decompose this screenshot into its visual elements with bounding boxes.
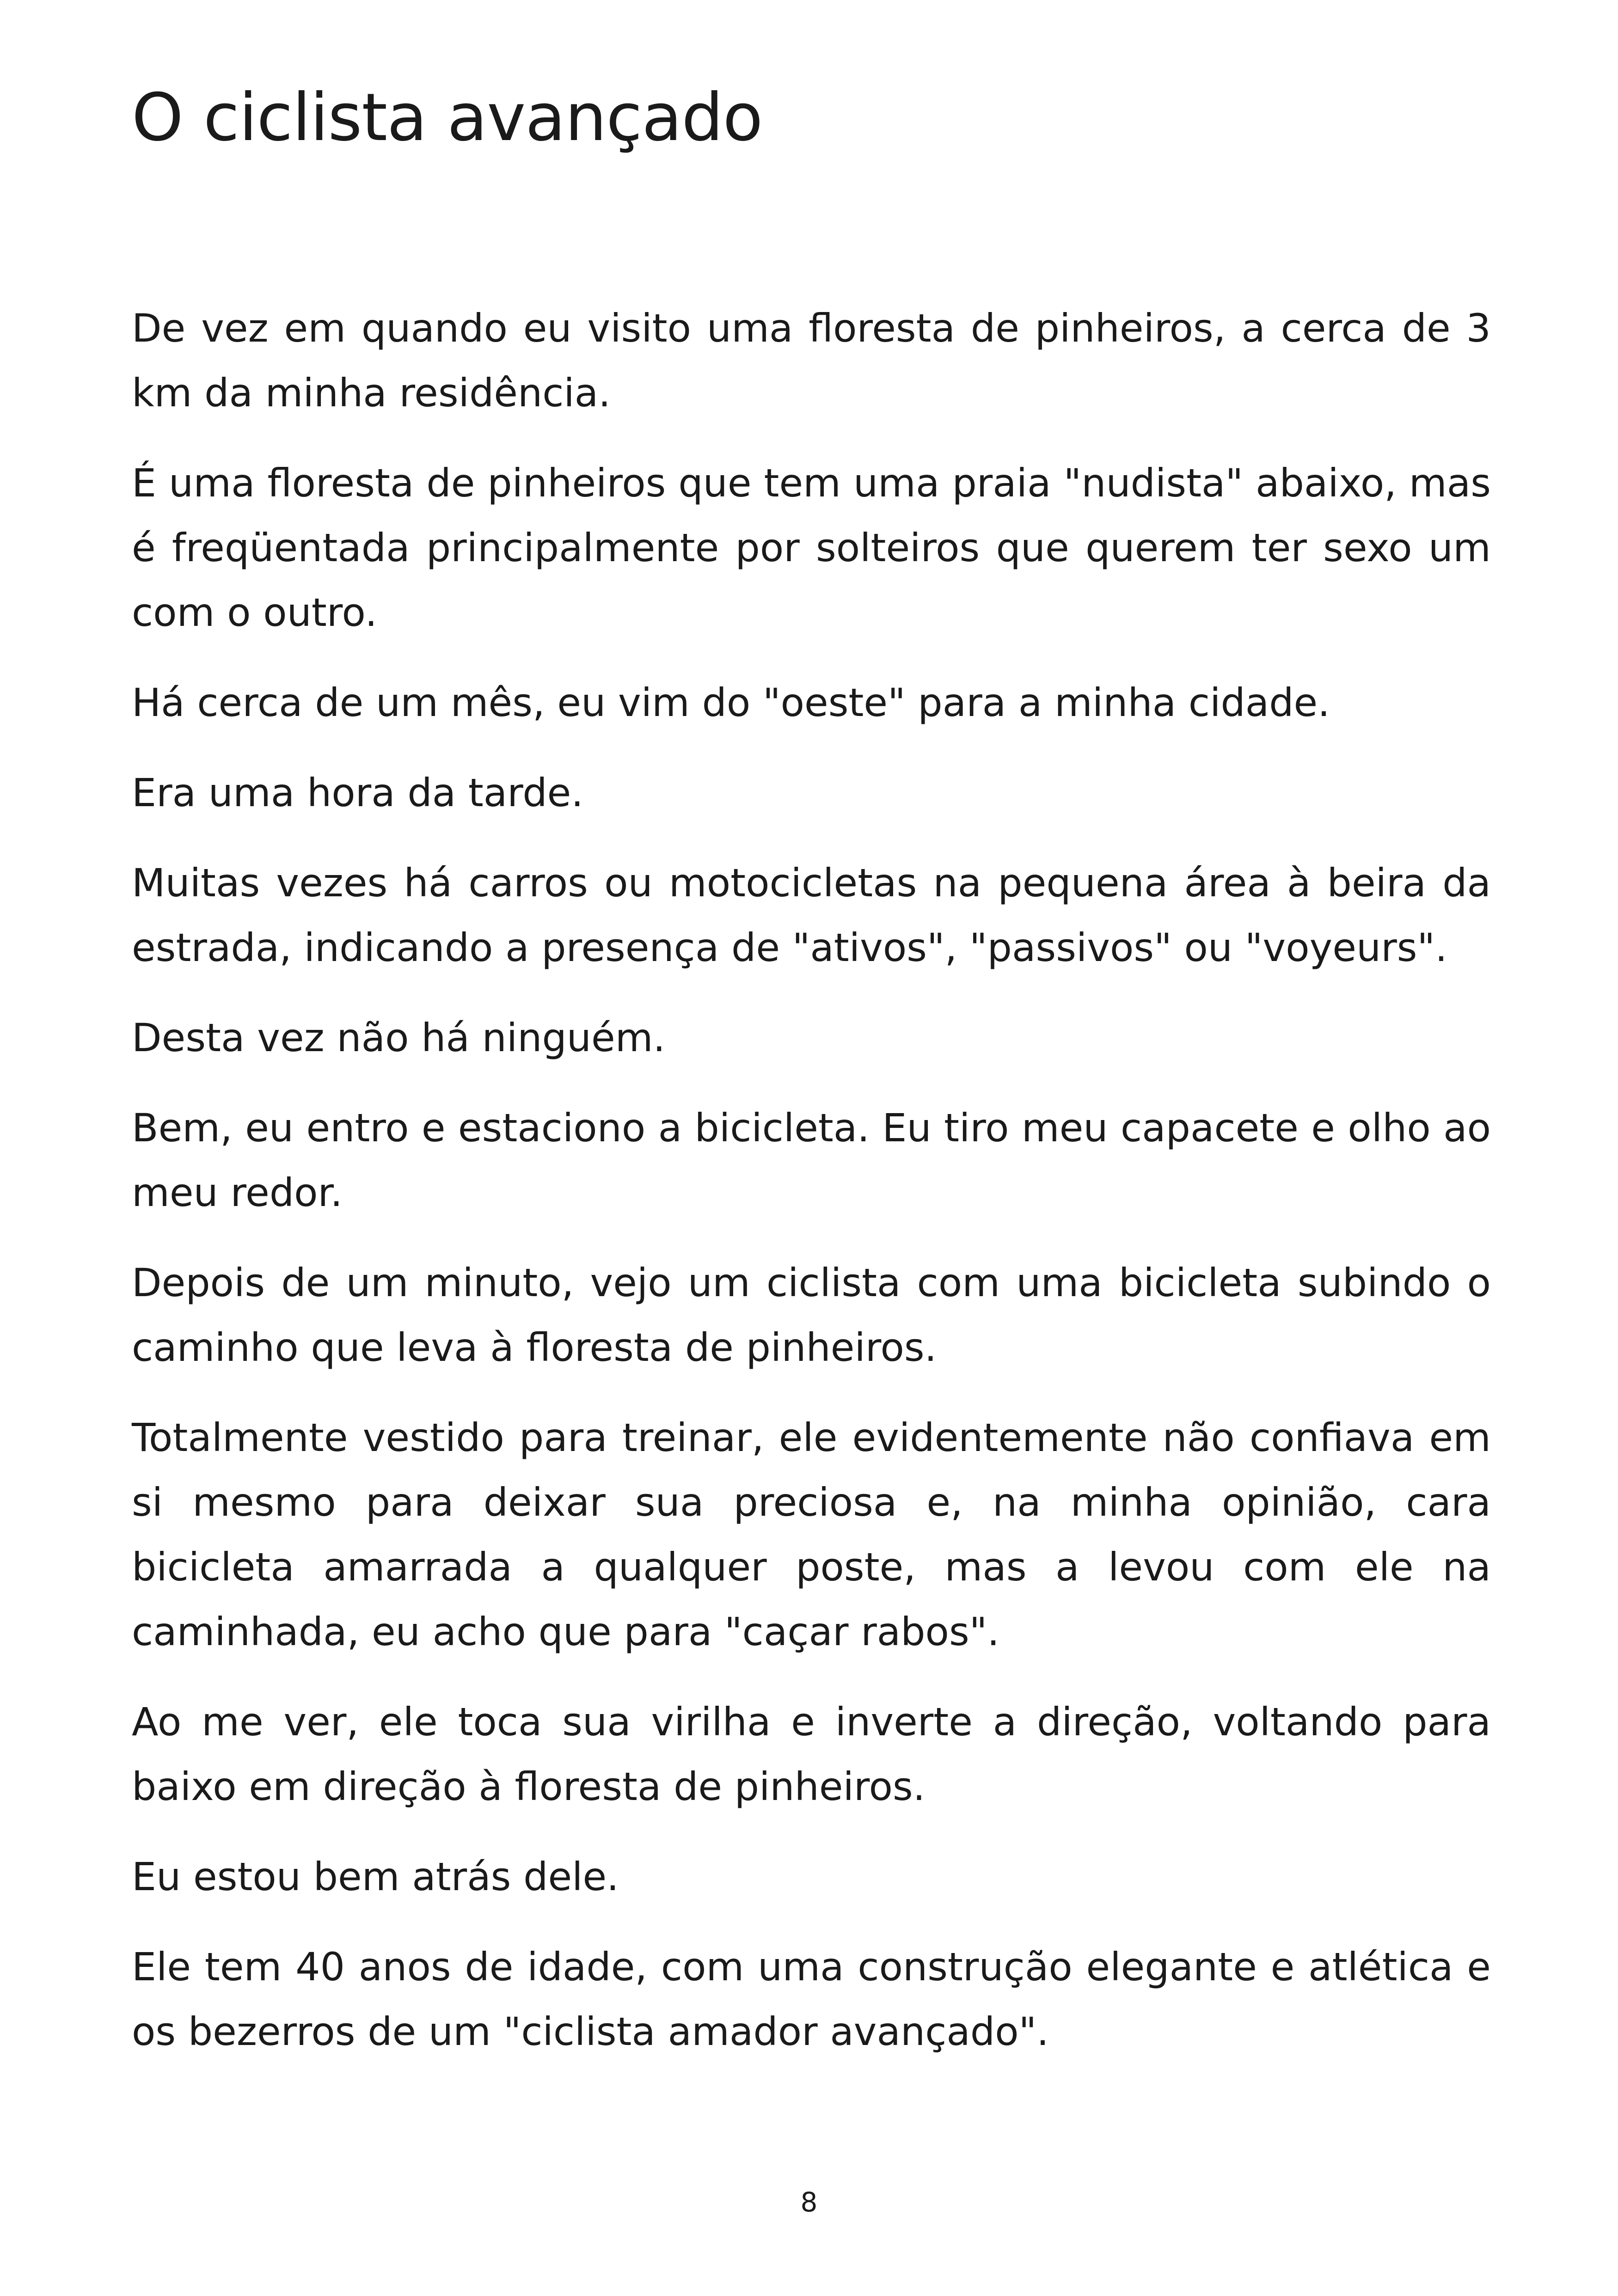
- paragraph: Desta vez não há ninguém.: [132, 1015, 666, 1060]
- paragraph: É uma floresta de pinheiros que tem uma praia "nudista" abaixo, mas é freqüentada principalmente por solteiros que querem ter sexo um com o outro.: [132, 460, 1491, 635]
- paragraph: De vez em quando eu visito uma floresta de pinheiros, a cerca de 3 km da minha residência.: [132, 306, 1491, 416]
- paragraph: Muitas vezes há carros ou motocicletas na pequena área à beira da estrada, indicando a presença de "ativos", "passivos" ou "voyeurs".: [132, 860, 1491, 970]
- paragraph: Ele tem 40 anos de idade, com uma construção elegante e atlética e os bezerros de um "ciclista amador avançado".: [132, 1944, 1491, 2054]
- paragraph: Há cerca de um mês, eu vim do "oeste" para a minha cidade.: [132, 680, 1330, 725]
- page-title: O ciclista avançado: [132, 80, 763, 156]
- paragraph: Ao me ver, ele toca sua virilha e inverte a direção, voltando para baixo em direção à floresta de pinheiros.: [132, 1699, 1491, 1809]
- paragraph: Eu estou bem atrás dele.: [132, 1854, 619, 1899]
- paragraph: Depois de um minuto, vejo um ciclista com uma bicicleta subindo o caminho que leva à floresta de pinheiros.: [132, 1260, 1491, 1370]
- body-text: [132, 296, 1491, 2089]
- paragraph: Era uma hora da tarde.: [132, 770, 584, 815]
- page-number: 8: [800, 2186, 818, 2218]
- paragraph: Totalmente vestido para treinar, ele evidentemente não confiava em si mesmo para deixar sua preciosa e, na minha opinião, cara bicicleta amarrada a qualquer poste, mas a levou com ele na caminhada, eu acho que para "caçar rabos".: [132, 1415, 1491, 1654]
- paragraph: Bem, eu entro e estaciono a bicicleta. Eu tiro meu capacete e olho ao meu redor.: [132, 1105, 1491, 1215]
